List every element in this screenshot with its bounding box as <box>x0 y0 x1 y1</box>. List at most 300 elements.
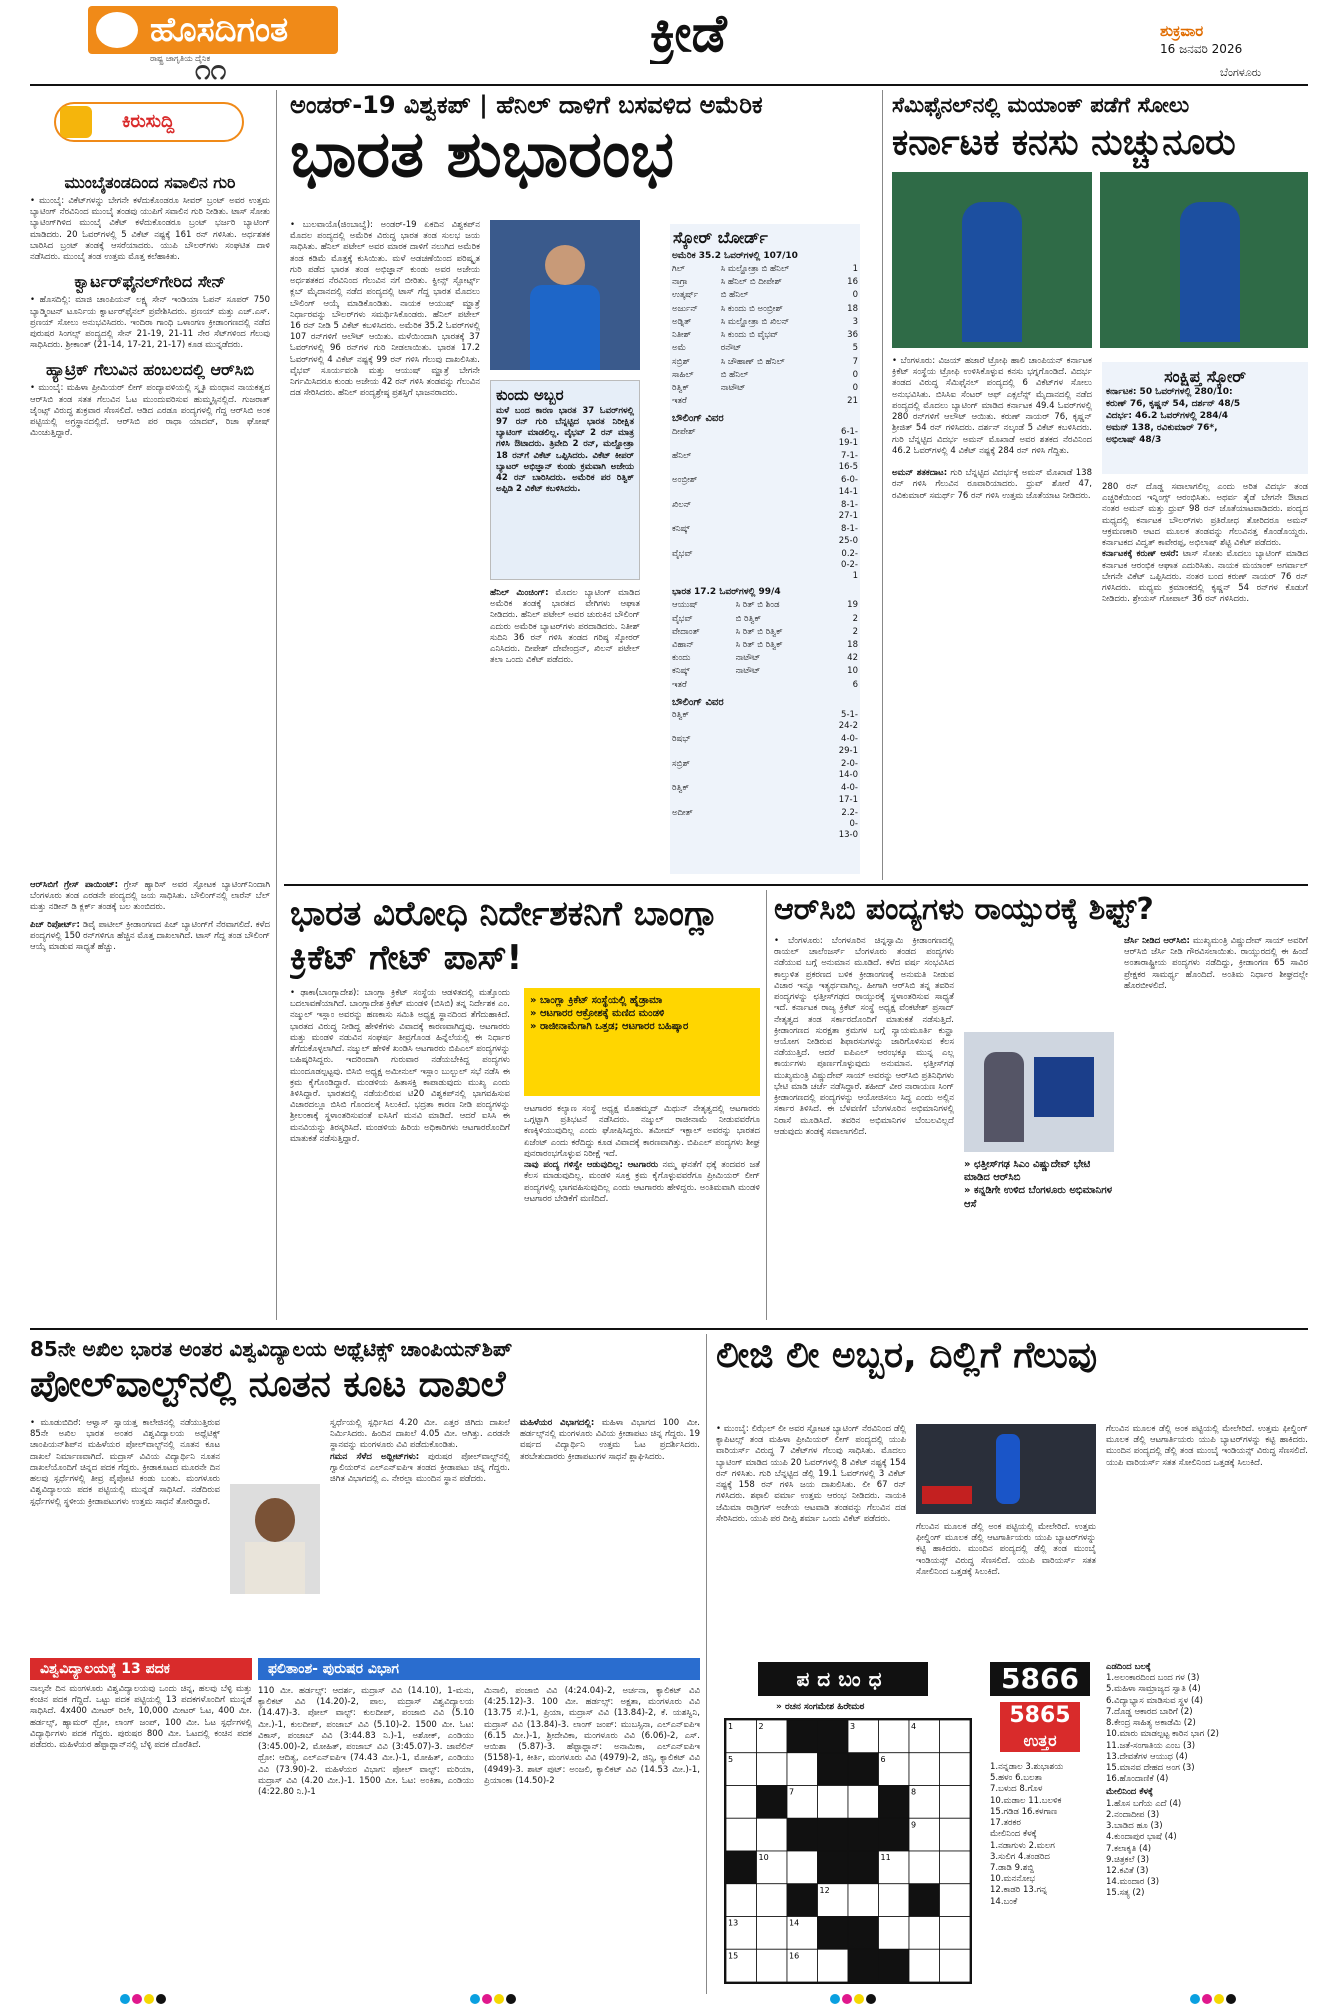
ind-batting-table <box>670 599 860 692</box>
score-cell: 2-0-14-0 <box>838 758 858 781</box>
score-cell: ಬಿ ರಿತ್ವಿಕ್ <box>735 613 762 624</box>
day: ಶುಕ್ರವಾರ <box>1160 22 1204 40</box>
score-cell: 36 <box>847 330 858 341</box>
answer-line: 5.ಹಳಂ 6.ಬಲತಾ <box>990 1773 1042 1784</box>
score-cell: ಖಿಲನ್ <box>672 499 692 510</box>
grid-number: 1 <box>728 1722 734 1731</box>
bangla-highlights <box>524 988 760 1096</box>
score-row <box>670 758 860 782</box>
sidebar-title-1: ಮುಂಬೈತಂಡದಿಂದ ಸವಾಲಿನ ಗುರಿ <box>64 173 236 192</box>
masthead <box>0 0 1338 84</box>
results-col1: 110 ಮೀ. ಹರ್ಡಲ್ಸ್: ಆದರ್ಶ, ಮದ್ರಾಸ್ ವಿವಿ (14.10), 1-ಮನು, ಕ್ಯಾಲಿಕಟ್ ವಿವಿ (14.20)-2, ಪಾಲ, ಮದ್ರಾಸ್ ವಿಶ್ವವಿದ್ಯಾಲಯ (14.47)-3. ಪೋಲ್ ವಾಲ್ಟ್: ಕುಲದೀಪ್, ಪಂಜಾಬಿ ವಿವಿ (5.10 ಮೀ.)-1, ಕುಲದೀಪ್, ಪಂಜಾಬ್ ವಿವಿ (5.10)-2. 1500 ಮೀ. ಓಟ: ವಿಕಾಸ್, ಪಂಜಾಬ್ ವಿವಿ (3:44.83 ನಿ.)-1, ಅಶೋಕ್, ಎಂಡಿಯು (3:45.00)-2, ಮೋಹಿತ್, ಪಂಜಾಬ್ ವಿವಿ (3:45.07)-3. ಜಾವೆಲಿನ್ ಥ್ರೋ: ಆದಿತ್ಯ, ಎಲ್‌ಎನ್‌ಐಪಿಇ (74.43 ಮೀ.)-1, ಮೋಹಿತ್, ಎಂಡಿಯು ವಿವಿ (73.90)-2. ಮಹಿಳೆಯರ ವಿಭಾಗ: ಪೋಲ್ ವಾಲ್ಟ್: ಮರಿಯಾ, ಮದ್ರಾಸ್ ವಿವಿ (4.20 ಮೀ.)-1. 1500 ಮೀ. ಓಟ: ಅಂಕಿತಾ, ಎಂಡಿಯು (4:22.80 ನಿ.)-1 <box>258 1686 474 1797</box>
delhi-headline: ಲೀಜಿ ಲೀ ಅಬ್ಬರ, ದಿಲ್ಲಿಗೆ ಗೆಲುವು <box>716 1335 1098 1376</box>
score-cell <box>734 679 836 692</box>
crossword-cell <box>848 1786 879 1819</box>
score-row <box>670 342 860 355</box>
crossword-cell <box>940 1949 971 1982</box>
highlight-2: » ಆಟಗಾರರ ಆಕ್ರೋಶಕ್ಕೆ ಮಣಿದ ಮಂಡಳಿ <box>530 1008 665 1020</box>
crossword-cell <box>909 1753 940 1786</box>
grid-number: 2 <box>758 1722 764 1731</box>
ktk-scorebox <box>1102 362 1308 474</box>
crossword-credit: » ರಚನ ಸಂಗಮೇಶ ಹಿರೇಮಠ <box>776 1702 865 1712</box>
delhi-body-3: ಗೆಲುವಿನ ಮೂಲಕ ಡೆಲ್ಲಿ ಅಂಕ ಪಟ್ಟಿಯಲ್ಲಿ ಮೇಲೇರಿದೆ. ಉತ್ತಮ ಫೀಲ್ಡಿಂಗ್ ಮೂಲಕ ಡೆಲ್ಲಿ ಆಟಗಾರ್ತಿಯರು ಯುಪಿ ಬ್ಯಾಟರ್‌ಗಳನ್ನು ಕಟ್ಟಿ ಹಾಕಿದರು. ಮುಂದಿನ ಪಂದ್ಯದಲ್ಲಿ ಡೆಲ್ಲಿ ತಂಡ ಮುಂಬೈ ಇಂಡಿಯನ್ಸ್ ವಿರುದ್ಧ ಸೆಣಸಲಿದೆ. ಯುಪಿ ವಾರಿಯರ್ಸ್ ಸತತ ಸೋಲಿನಿಂದ ಒತ್ತಡಕ್ಕೆ ಸಿಲುಕಿದೆ. <box>1106 1424 1308 1468</box>
column-divider-4 <box>706 1334 707 1994</box>
crossword-cell <box>757 1786 788 1819</box>
sidebar-continued <box>30 880 270 1240</box>
crossword-cell <box>909 1884 940 1917</box>
score-cell: 8-1-27-1 <box>838 499 858 522</box>
score-cell: ರಿಷಭ್ <box>672 734 691 745</box>
score-cell: ರಿತ್ವಿಕ್ <box>672 382 690 393</box>
crossword-cell <box>909 1917 940 1950</box>
score-cell: ಸಬ್ರಿಶ್ <box>672 758 691 769</box>
across-clue: 6.ವಿದ್ಯಾಭ್ಯಾಸ ಮಾಡಿಸುವ ಸ್ಥಳ (4) <box>1106 1695 1203 1706</box>
down-clue: 12.ಕವಿತೆ (3) <box>1106 1865 1149 1876</box>
athlete-photo <box>230 1484 320 1594</box>
score-row <box>670 289 860 302</box>
score-cell: 4-0-17-1 <box>838 783 858 805</box>
info-box-title: ಕುಂದು ಅಬ್ಬರ <box>496 386 564 404</box>
ktk-sub-title: ಅಮನ್ ಶತಕದಾಟ: <box>892 468 948 479</box>
answer-line: 1.ನಡಾಗುಳು 2.ಮಲಗ <box>990 1840 1055 1851</box>
score-cell: 1 <box>852 263 858 274</box>
score-cell: 5-1-24-2 <box>838 710 858 732</box>
sidebar-text-3: • ಮುಂಬೈ: ಮಹಿಳಾ ಪ್ರೀಮಿಯರ್ ಲೀಗ್ ಪಂದ್ಯಾವಳಿಯಲ್ಲಿ ಸ್ಮೃತಿ ಮಂಧಾನ ನಾಯಕತ್ವದ ಆರ್‌ಸಿಬಿ ತಂಡ ಸತತ ಗೆಲುವಿನ ಓಟ ಮುಂದುವರಿಸುವ ಹುಮ್ಮಸ್ಸಿನಲ್ಲಿದೆ. ಗುಜರಾತ್ ಜೈಂಟ್ಸ್ ವಿರುದ್ಧ ಶುಕ್ರವಾರ ಸೆಣಸಲಿದೆ. ಆಡಿದ ಎರಡೂ ಪಂದ್ಯಗಳಲ್ಲಿ ಗೆದ್ದ ಆರ್‌ಸಿಬಿ ಅಂಕ ಪಟ್ಟಿಯಲ್ಲಿ ಅಗ್ರಸ್ಥಾನದಲ್ಲಿದೆ. ಆರ್‌ಸಿಬಿ ಪರ ರಾಧಾ ಯಾದವ್, ರಿಚಾ ಘೋಷ್ ಮಿಂಚುತ್ತಿದ್ದಾರೆ. <box>30 383 270 439</box>
crossword-cell <box>726 1851 757 1884</box>
score-row <box>670 499 860 523</box>
score-row <box>670 613 860 626</box>
delhi-story <box>716 1334 1308 1654</box>
column-divider-2 <box>882 90 883 880</box>
score-cell: ಸಿ ರಿತ್ ಬಿ ರಿತ್ವಿಕ್ <box>735 639 783 650</box>
score-cell: ನಾಗ್ರಾ <box>672 277 688 288</box>
score-cell: ಇತರೆ <box>672 679 687 690</box>
ktk-body2-text: 280 ರನ್ ದೊಡ್ಡ ಸವಾಲಾಗಲಿಲ್ಲ ಎಂದು ಅರಿತ ವಿದರ್ಭ ತಂಡ ಎಚ್ಚರಿಕೆಯಿಂದ ಇನ್ನಿಂಗ್ಸ್ ಆರಂಭಿಸಿತು. ಅಥರ್ವ ತೈಡೆ ಬೇಗನೇ ಔಟಾದ ನಂತರ ಅಮನ್ ಮತ್ತು ಧ್ರುವ್ 98 ರನ್ ಜೊತೆಯಾಟವಾಡಿದರು. ಪಂದ್ಯದ ಮಧ್ಯದಲ್ಲಿ ಕರ್ನಾಟಕ ಬೌಲರ್‌ಗಳು ಪ್ರತಿರೋಧ ತೋರಿದರೂ ಅಮನ್ ಆಕ್ರಮಣಕಾರಿ ಆಟದ ಮೂಲಕ ತಂಡವನ್ನು ಗೆಲುವಿನತ್ತ ಕೊಂಡೊಯ್ದರು. ಕರ್ನಾಟಕದ ವಿದ್ವತ್ ಕಾವೇರಪ್ಪ, ಅಭಿಲಾಷ್ ಶೆಟ್ಟಿ ವಿಕೆಟ್ ಪಡೆದರು. <box>1102 482 1308 549</box>
crossword-cell <box>787 1884 818 1917</box>
score-cell: ಸಿ ರಿತ್ ಬಿ ರಿತ್ವಿಕ್ <box>735 626 783 637</box>
rcb-body-2 <box>1124 936 1308 1316</box>
info-box <box>490 380 640 580</box>
answer-line: 3.ಸುಲಿಗ 4.ತಂಡರಿದ <box>990 1851 1050 1862</box>
crossword-cell <box>909 1949 940 1982</box>
score-row <box>670 329 860 342</box>
ind-total: ಭಾರತ 17.2 ಓವರ್‌ಗಳಲ್ಲಿ 99/4 <box>672 587 781 598</box>
bangla-body: • ಢಾಕಾ(ಬಾಂಗ್ಲಾದೇಶ): ಬಾಂಗ್ಲಾ ಕ್ರಿಕೆಟ್ ಸಂಸ್ಥೆಯ ಆಡಳಿತದಲ್ಲಿ ಮತ್ತೊಂದು ಬದಲಾವಣೆಯಾಗಿದೆ. ಬಾಂಗ್ಲಾದೇಶ ಕ್ರಿಕೆಟ್ ಮಂಡಳಿ (ಬಿಸಿಬಿ) ತನ್ನ ನಿರ್ದೇಶಕ ಎಂ. ನಜ್ಮುಲ್ ಇಸ್ಲಾಂ ಅವರನ್ನು ಹಣಕಾಸು ಸಮಿತಿ ಅಧ್ಯಕ್ಷ ಸ್ಥಾನದಿಂದ ತೆಗೆದುಹಾಕಿದೆ. ಭಾರತದ ವಿರುದ್ಧ ನೀಡಿದ್ದ ಹೇಳಿಕೆಗಳು ವಿವಾದಕ್ಕೆ ಕಾರಣವಾಗಿದ್ದವು. ಆಟಗಾರರು ಮತ್ತು ಮಂಡಳಿ ನಡುವಿನ ಸಂಘರ್ಷ ತೀವ್ರಗೊಂಡ ಹಿನ್ನೆಲೆಯಲ್ಲಿ ಈ ನಿರ್ಧಾರ ತೆಗೆದುಕೊಳ್ಳಲಾಗಿದೆ. ನಜ್ಮುಲ್ ಹೇಳಿಕೆ ಖಂಡಿಸಿ ಆಟಗಾರರು ಬಿಪಿಎಲ್ ಪಂದ್ಯಗಳನ್ನು ಬಹಿಷ್ಕರಿಸಿದ್ದರು. ಇದರಿಂದಾಗಿ ಗುರುವಾರ ನಡೆಯಬೇಕಿದ್ದ ಪಂದ್ಯಗಳು ಮುಂದೂಡಲ್ಪಟ್ಟವು. ಬಿಸಿಬಿ ಅಧ್ಯಕ್ಷ ಅಮೀನುಲ್ ಇಸ್ಲಾಂ ಬುಲ್ಬುಲ್ ಸಭೆ ನಡೆಸಿ ಈ ಕ್ರಮ ಕೈಗೊಂಡಿದ್ದಾರೆ. ಮಂಡಳಿಯ ಹಿತಾಸಕ್ತಿ ಕಾಪಾಡುವುದು ಮುಖ್ಯ ಎಂದು ತಿಳಿಸಿದ್ದಾರೆ. ಭಾರತದಲ್ಲಿ ನಡೆಯಲಿರುವ ಟಿ20 ವಿಶ್ವಕಪ್‌ನಲ್ಲಿ ಭಾಗವಹಿಸುವ ವಿಚಾರದಲ್ಲೂ ಬಿಸಿಬಿ ಗೊಂದಲಕ್ಕೆ ಸಿಲುಕಿದೆ. ಭದ್ರತಾ ಕಾರಣ ನೀಡಿ ಪಂದ್ಯಗಳನ್ನು ಶ್ರೀಲಂಕಾಕ್ಕೆ ಸ್ಥಳಾಂತರಿಸುವಂತೆ ಐಸಿಸಿಗೆ ಮನವಿ ಮಾಡಿದೆ. ಆದರೆ ಐಸಿಸಿ ಈ ಮನವಿಯನ್ನು ತಿರಸ್ಕರಿಸಿದೆ. ಮಂಡಳಿಯ ಹಿರಿಯ ಅಧಿಕಾರಿಗಳು ಆಟಗಾರರೊಂದಿಗೆ ಮಾತುಕತೆ ನಡೆಸುತ್ತಿದ್ದಾರೆ. <box>290 988 510 1144</box>
crossword-cell <box>848 1753 879 1786</box>
crossword-cell <box>940 1720 971 1753</box>
down-clue: 1.ಹೊಸ ಬಗೆಯ ಎದೆ (4) <box>1106 1798 1182 1809</box>
crossword-cell <box>818 1917 849 1950</box>
score-cell: 16 <box>847 277 858 288</box>
sidebar-text-2: • ಹೊಸದಿಲ್ಲಿ: ಮಾಜಿ ಚಾಂಪಿಯನ್ ಲಕ್ಷ್ಯ ಸೇನ್ ಇಂಡಿಯಾ ಓಪನ್ ಸೂಪರ್ 750 ಬ್ಯಾಡ್ಮಿಂಟನ್ ಟೂರ್ನಿಯ ಕ್ವಾರ್ಟರ್‌ಫೈನಲ್ ಪ್ರವೇಶಿಸಿದರು. ಪ್ರಣಯ್ ಮತ್ತು ಎಚ್.ಎಸ್. ಪ್ರಣಯ್ ಸೋಲು ಅನುಭವಿಸಿದರು. ಇಂದಿರಾ ಗಾಂಧಿ ಒಳಾಂಗಣ ಕ್ರೀಡಾಂಗಣದಲ್ಲಿ ನಡೆದ ಪುರುಷರ ಸಿಂಗಲ್ಸ್ ಪಂದ್ಯದಲ್ಲಿ ಸೇನ್ 21-19, 21-11 ನೇರ ಸೆಟ್‌ಗಳಿಂದ ಗೆಲುವು ಸಾಧಿಸಿದರು. ಶ್ರೀಕಾಂತ್ (21-14, 17-21, 21-17) ಕೂಡ ಮುನ್ನಡೆದರು. <box>30 295 270 351</box>
grid-number: 12 <box>819 1885 830 1895</box>
batter-photo-2 <box>1100 172 1308 348</box>
medals-body: ನಾಲ್ಕನೇ ದಿನ ಮಂಗಳೂರು ವಿಶ್ವವಿದ್ಯಾಲಯವು ಒಂದು ಚಿನ್ನ, ಹಲವು ಬೆಳ್ಳಿ ಮತ್ತು ಕಂಚಿನ ಪದಕ ಗೆದ್ದಿದೆ. ಒಟ್ಟು ಪದಕ ಪಟ್ಟಿಯಲ್ಲಿ 13 ಪದಕಗಳೊಂದಿಗೆ ಮುನ್ನಡೆ ಸಾಧಿಸಿದೆ. 4x400 ಮೀಟರ್ ರಿಲೇ, 10,000 ಮೀಟರ್ ಓಟ, 400 ಮೀ. ಹರ್ಡಲ್ಸ್, ಹ್ಯಾಮರ್ ಥ್ರೋ, ಲಾಂಗ್ ಜಂಪ್, 100 ಮೀ. ಓಟ ಸ್ಪರ್ಧೆಗಳಲ್ಲಿ ವಿದ್ಯಾರ್ಥಿಗಳು ಪದಕ ಗೆದ್ದರು. ಪುರುಷರ 800 ಮೀ. ಓಟದಲ್ಲಿ ಕಂಚಿನ ಪದಕ ಪಡೆದರು. ಮಹಿಳೆಯರ ಹೆಪ್ಟಾಥ್ಲಾನ್‌ನಲ್ಲಿ ಬೆಳ್ಳಿ ಪದಕ ದೊರೆತಿದೆ. <box>30 1684 252 1751</box>
ind-bowling-table <box>670 426 860 584</box>
score-cell: ಗಿಲ್ <box>672 263 685 274</box>
results-title: ಫಲಿತಾಂಶ- ಪುರುಷರ ವಿಭಾಗ <box>258 1658 700 1680</box>
score-row <box>670 382 860 395</box>
score-row <box>670 665 860 678</box>
score-cell: ಸಿ ಹೆನಿಲ್ ಬಿ ದೀಪೇಶ್ <box>720 277 782 288</box>
grid-number: 5 <box>728 1754 734 1764</box>
score-cell: ಇತರೆ <box>672 396 687 407</box>
crossword-cell <box>818 1949 849 1982</box>
score-row <box>670 639 860 652</box>
rcb-headline: ಆರ್‌ಸಿಬಿ ಪಂದ್ಯಗಳು ರಾಯ್ಪುರಕ್ಕೆ ಶಿಫ್ಟ್? <box>774 892 1154 927</box>
score-cell: 8-1-25-0 <box>838 524 858 546</box>
ktk-sub-text: ಗುರಿ ಬೆನ್ನಟ್ಟಿದ ವಿದರ್ಭಕ್ಕೆ ಅಮನ್ ಮೊಖಾಡೆ 138 ರನ್ ಗಳಿಸಿ ಗೆಲುವಿನ ರೂವಾರಿಯಾದರು. ಧ್ರುವ್ ಶೋರೆ 47, ರವಿಕುಮಾರ್ ಸಮರ್ಥ್ 76 ರನ್ ಗಳಿಸಿ ಉತ್ತಮ ಜೊತೆಯಾಟ ನೀಡಿದರು. <box>892 468 1092 501</box>
score-row <box>670 316 860 329</box>
crossword-cell <box>879 1884 910 1917</box>
answer-line: ಮೇಲಿನಿಂದ ಕೆಳಕ್ಕೆ <box>990 1829 1037 1840</box>
crossword-cell <box>757 1884 788 1917</box>
delhi-body: • ಮುಂಬೈ: ಲಿಝೆಲ್ ಲೀ ಅವರ ಸ್ಫೋಟಕ ಬ್ಯಾಟಿಂಗ್ ನೆರವಿನಿಂದ ಡೆಲ್ಲಿ ಕ್ಯಾಪಿಟಲ್ಸ್ ತಂಡ ಮಹಿಳಾ ಪ್ರೀಮಿಯರ್ ಲೀಗ್ ಪಂದ್ಯದಲ್ಲಿ ಯುಪಿ ವಾರಿಯರ್ಸ್ ವಿರುದ್ಧ 7 ವಿಕೆಟ್‌ಗಳ ಗೆಲುವು ಸಾಧಿಸಿತು. ಮೊದಲು ಬ್ಯಾಟಿಂಗ್ ಮಾಡಿದ ಯುಪಿ 20 ಓವರ್‌ಗಳಲ್ಲಿ 8 ವಿಕೆಟ್ ನಷ್ಟಕ್ಕೆ 154 ರನ್ ಗಳಿಸಿತು. ಗುರಿ ಬೆನ್ನಟ್ಟಿದ ಡೆಲ್ಲಿ 19.1 ಓವರ್‌ಗಳಲ್ಲಿ 3 ವಿಕೆಟ್ ನಷ್ಟಕ್ಕೆ 158 ರನ್ ಗಳಿಸಿ ಜಯ ದಾಖಲಿಸಿತು. ಲೀ 67 ರನ್ ಗಳಿಸಿದರು. ಶಫಾಲಿ ವರ್ಮಾ ಉತ್ತಮ ಆರಂಭ ನೀಡಿದರು. ನಾಯಕಿ ಜೆಮಿಮಾ ರಾಡ್ರಿಗಸ್ ಅಜೇಯ ಆಟವಾಡಿ ತಂಡವನ್ನು ಗೆಲುವಿನ ದಡ ಸೇರಿಸಿದರು. ಯುಪಿ ಪರ ದೀಪ್ತಿ ಶರ್ಮಾ ಒಂದು ವಿಕೆಟ್ ಪಡೆದರು. <box>716 1424 906 1524</box>
crossword-cell <box>818 1818 849 1851</box>
crossword-cell <box>757 1818 788 1851</box>
highlight-1: » ಬಾಂಗ್ಲಾ ಕ್ರಿಕೆಟ್ ಸಂಸ್ಥೆಯಲ್ಲಿ ಹೈಡ್ರಾಮಾ <box>530 995 663 1006</box>
score-row <box>670 626 860 639</box>
answer-line: 1.ನನ್ನಡಾಲ 3.ಶುಭಾಶಯ <box>990 1762 1064 1772</box>
lead-body: • ಬುಲವಾಯೊ(ಜಿಂಬಾಬ್ವೆ): ಅಂಡರ್-19 ಏಕದಿನ ವಿಶ್ವಕಪ್‌ನ ಮೊದಲ ಪಂದ್ಯದಲ್ಲಿ ಅಮೆರಿಕ ವಿರುದ್ಧ ಭಾರತ ತಂಡ ಸುಲಭ ಜಯ ಸಾಧಿಸಿತು. ಹೆನಿಲ್ ಪಟೇಲ್ ಅವರ ಮಾರಕ ದಾಳಿಗೆ ನಲುಗಿದ ಅಮೆರಿಕ ತಂಡ ಕಡಿಮೆ ಮೊತ್ತಕ್ಕೆ ಕುಸಿಯಿತು. ಮಳೆ ಅಡಚಣೆಯಿಂದ ಪರಿಷ್ಕೃತ ಗುರಿ ಪಡೆದ ಭಾರತ ತಂಡ ಅಭಿಜ್ಞಾನ್ ಕುಂಡು ಅವರ ಅಜೇಯ ಅರ್ಧಶತಕದ ನೆರವಿನಿಂದ ಗೆಲುವಿನ ನಗೆ ಬೀರಿತು. ಕ್ವೀನ್ಸ್ ಸ್ಪೋರ್ಟ್ಸ್ ಕ್ಲಬ್ ಮೈದಾನದಲ್ಲಿ ನಡೆದ ಪಂದ್ಯದಲ್ಲಿ ಟಾಸ್ ಗೆದ್ದ ಭಾರತ ಮೊದಲು ಬೌಲಿಂಗ್ ಆಯ್ಕೆ ಮಾಡಿಕೊಂಡಿತು. ನಾಯಕ ಆಯುಷ್ ಮ್ಹಾತ್ರೆ ನಿರ್ಧಾರವನ್ನು ಬೌಲರ್‌ಗಳು ಸಮರ್ಥಿಸಿಕೊಂಡರು. ಹೆನಿಲ್ ಪಟೇಲ್ 16 ರನ್ ನೀಡಿ 5 ವಿಕೆಟ್ ಕಬಳಿಸಿದರು. ಅಮೆರಿಕ 35.2 ಓವರ್‌ಗಳಲ್ಲಿ 107 ರನ್‌ಗಳಿಗೆ ಆಲೌಟ್ ಆಯಿತು. ಮಳೆಯಿಂದಾಗಿ ಭಾರತಕ್ಕೆ 37 ಓವರ್‌ಗಳಲ್ಲಿ 96 ರನ್‌ಗಳ ಗುರಿ ನೀಡಲಾಯಿತು. ಭಾರತ 17.2 ಓವರ್‌ಗಳಲ್ಲಿ 4 ವಿಕೆಟ್ ನಷ್ಟಕ್ಕೆ 99 ರನ್ ಗಳಿಸಿ ಗೆಲುವು ದಾಖಲಿಸಿತು. ವೈಭವ್ ಸೂರ್ಯವಂಶಿ ಮತ್ತು ಆಯುಷ್ ಮ್ಹಾತ್ರೆ ಬೇಗನೇ ನಿರ್ಗಮಿಸಿದರೂ ಕುಂಡು ಅಜೇಯ 42 ರನ್ ಗಳಿಸಿ ತಂಡವನ್ನು ಗೆಲುವಿನ ದಡ ಸೇರಿಸಿದರು. ಹೆನಿಲ್ ಪಂದ್ಯಶ್ರೇಷ್ಠ ಪ್ರಶಸ್ತಿಗೆ ಭಾಜನರಾದರು. <box>290 220 480 399</box>
sidebar-text-1: • ಮುಂಬೈ: ವಿಕೆಟ್‌ಗಳನ್ನು ಬೇಗನೇ ಕಳೆದುಕೊಂಡರೂ ಸೀವರ್ ಬ್ರಂಟ್ ಅವರ ಉತ್ತಮ ಬ್ಯಾಟಿಂಗ್ ನೆರವಿನಿಂದ ಮುಂಬೈ ತಂಡವು ಯುಪಿಗೆ ಸವಾಲಿನ ಗುರಿ ನೀಡಿತು. ಟಾಸ್ ಸೋತು ಬ್ಯಾಟಿಂಗ್‌ಗಿಳಿದ ಮುಂಬೈ ವಿಕೆಟ್ ಕಳೆದುಕೊಂಡರೂ ಬ್ರಂಟ್ ಭರ್ಜರಿ ಬ್ಯಾಟಿಂಗ್ ಮಾಡಿದರು. 20 ಓವರ್‌ಗಳಲ್ಲಿ 5 ವಿಕೆಟ್ ನಷ್ಟಕ್ಕೆ 161 ರನ್ ಗಳಿಸಿತು. ಅರ್ಧಶತಕ ಬಾರಿಸಿದ ಬ್ರಂಟ್ ತಂಡಕ್ಕೆ ಆಸರೆಯಾದರು. ಯುಪಿ ಬೌಲರ್‌ಗಳು ಸಂಘಟಿತ ದಾಳಿ ನಡೆಸಿದರು. ಮುಂಬೈ ತಂಡ ಉತ್ತಮ ಮೊತ್ತ ಕಲೆಹಾಕಿತು. <box>30 196 270 263</box>
across-clue: 15.ಮಾನವ ದೇಹದ ಅಂಗ (3) <box>1106 1762 1195 1773</box>
ktk-headline: ಕರ್ನಾಟಕ ಕನಸು ನುಚ್ಚುನೂರು <box>892 122 1236 163</box>
crossword-cell <box>909 1851 940 1884</box>
score-cell: 6 <box>852 679 858 690</box>
crossword-cell <box>848 1884 879 1917</box>
ktk-body-2 <box>1102 482 1308 876</box>
crossword-cell <box>818 1851 849 1884</box>
score-row <box>670 395 860 408</box>
logo-emblem-icon <box>96 12 138 48</box>
score-row <box>670 599 860 612</box>
grid-number: 14 <box>789 1918 800 1928</box>
score-cell: ವೇದಾಂತ್ <box>672 626 700 637</box>
answer-line: 12.ಕಾಡರಿ 13.ಗನ್ನ <box>990 1885 1047 1896</box>
date: 16 ಜನವರಿ 2026 <box>1160 41 1243 56</box>
score-cell: ಅಡ್ನಿತ್ <box>672 316 692 327</box>
crossword-cell <box>757 1917 788 1950</box>
score-cell: 7-1-16-5 <box>838 451 858 473</box>
highlight-3: » ರಾಜೀನಾಮೆಗಾಗಿ ಒತ್ತಡ; ಆಟಗಾರರ ಬಹಿಷ್ಕಾರ <box>530 1021 689 1033</box>
score-cell: 18 <box>847 639 858 650</box>
crossword-svg <box>726 1720 970 1982</box>
usa-batting-table <box>670 263 860 408</box>
crossword-cell <box>879 1720 910 1753</box>
page-number: ೧೧ <box>195 53 227 84</box>
down-clue: 7.ಕಲಾಕೃತಿ (4) <box>1106 1843 1152 1854</box>
pv-col2 <box>330 1418 510 1648</box>
results-box <box>258 1658 700 1988</box>
down-clue: 2.ನಂದಾದೀಪ (3) <box>1106 1809 1160 1820</box>
print-marks-3 <box>830 1994 890 2006</box>
polevault-story <box>30 1334 700 1654</box>
crossword-cell <box>848 1818 879 1851</box>
score-cell: ಅದೀತ್ <box>672 807 693 818</box>
usa-total: ಅಮೆರಿಕ 35.2 ಓವರ್‌ಗಳಲ್ಲಿ 107/10 <box>672 251 798 262</box>
score-cell: 6-1-19-1 <box>838 426 858 448</box>
usa-bowling-table <box>670 709 860 842</box>
caption-2: » ಕನ್ನಡಿಗೇ ಉಳಿದ ಬೆಂಗಳೂರು ಅಭಿಮಾನಿಗಳ ಆಸೆ <box>964 1185 1113 1210</box>
answer-number: 5865 <box>1000 1702 1080 1730</box>
score-cell: ವೈಭವ್ <box>672 548 693 559</box>
lead-headline: ಭಾರತ ಶುಭಾರಂಭ <box>290 118 675 192</box>
batter-photo-1 <box>892 172 1092 348</box>
grid-number: 7 <box>789 1787 795 1797</box>
results-col2: ಮಿನಾಲಿ, ಪಂಜಾಬಿ ವಿವಿ (4:24.04)-2, ಅರ್ಚನಾ, ಕ್ಯಾಲಿಕಟ್ ವಿವಿ (4:25.12)-3. 100 ಮೀ. ಹರ್ಡಲ್ಸ್: ಅಕ್ಷತಾ, ಮಂಗಳೂರು ವಿವಿ (13.75 ಸೆ.)-1, ಪ್ರಿಯಾ, ಮದ್ರಾಸ್ ವಿವಿ (13.84)-2, ಕೆ. ಯಶಸ್ವಿನಿ, ಮದ್ರಾಸ್ ವಿವಿ (13.84)-3. ಲಾಂಗ್ ಜಂಪ್: ಮುಬಸ್ಸಿನಾ, ಎಲ್‌ಎನ್‌ಐಪಿಇ (6.15 ಮೀ.)-1, ಶ್ರೀದೇವಿಕಾ, ಮಂಗಳೂರು ವಿವಿ (6.06)-2, ಎಸ್. ಆಯಿಶಾ (5.87)-3. ಹೆಪ್ಟಾಥ್ಲಾನ್: ಅನಾಮಿಕಾ, ಎಲ್‌ಎನ್‌ಐಪಿಇ (5158)-1, ಕೀರ್ತಿ, ಮಂಗಳೂರು ವಿವಿ (4979)-2, ಜಿನ್ಸಿ, ಕ್ಯಾಲಿಕಟ್ ವಿವಿ (4949)-3. ಶಾಟ್ ಪುಟ್: ಅಂಜಲಿ, ಕ್ಯಾಲಿಕಟ್ ವಿವಿ (14.53 ಮೀ.)-1, ಪ್ರಿಯಾಂಕಾ (14.50)-2 <box>484 1686 700 1786</box>
crossword-cell <box>940 1851 971 1884</box>
crossword-cell <box>940 1884 971 1917</box>
medals-title: ವಿಶ್ವವಿದ್ಯಾಲಯಕ್ಕೆ 13 ಪದಕ <box>30 1658 252 1680</box>
across-clue: 10.ಮಾರು ಮಾಡಲ್ಪಟ್ಟ ಕಾರಿನ ಭಾಗ (2) <box>1106 1729 1219 1740</box>
pv-col2-title: ಗಮನ ಸೆಳೆದ ಅಥ್ಲೀಟ್‌ಗಳು: <box>330 1451 420 1462</box>
pv-headline: ಪೋಲ್‌ವಾಲ್ಟ್‌ನಲ್ಲಿ ನೂತನ ಕೂಟ ದಾಖಲೆ <box>30 1364 506 1405</box>
sidebar-text-5: ಡಿವೈ ಪಾಟೀಲ್ ಕ್ರೀಡಾಂಗಣದ ಪಿಚ್ ಬ್ಯಾಟಿಂಗ್‌ಗೆ ನೆರವಾಗಲಿದೆ. ಕಳೆದ ಪಂದ್ಯಗಳಲ್ಲಿ 150 ರನ್‌ಗಳಿಗೂ ಹೆಚ್ಚಿನ ಮೊತ್ತ ದಾಖಲಾಗಿದೆ. ಟಾಸ್ ಗೆದ್ದ ತಂಡ ಬೌಲಿಂಗ್ ಆಯ್ಕೆ ಮಾಡುವ ಸಾಧ್ಯತೆ ಹೆಚ್ಚು. <box>30 919 270 953</box>
crossword-cell <box>818 1753 849 1786</box>
score-cell: 0 <box>852 382 858 393</box>
bangla-body2-text: ಆಟಗಾರರ ಕಲ್ಯಾಣ ಸಂಸ್ಥೆ ಅಧ್ಯಕ್ಷ ಮೊಹಮ್ಮದ್ ಮಿಥುನ್ ನೇತೃತ್ವದಲ್ಲಿ ಆಟಗಾರರು ಒಗ್ಗಟ್ಟಾಗಿ ಪ್ರತಿಭಟನೆ ನಡೆಸಿದರು. ನಜ್ಮುಲ್ ರಾಜೀನಾಮೆ ನೀಡುವವರೆಗೂ ಕಣಕ್ಕಿಳಿಯುವುದಿಲ್ಲ ಎಂದು ಘೋಷಿಸಿದ್ದರು. ತಮೀಮ್ ಇಕ್ಬಾಲ್ ಅವರನ್ನು ಭಾರತದ ಏಜೆಂಟ್ ಎಂದು ಕರೆದಿದ್ದು ಕೂಡ ವಿವಾದಕ್ಕೆ ಕಾರಣವಾಗಿತ್ತು. ಬಿಪಿಎಲ್ ಪಂದ್ಯಗಳು ಶೀಘ್ರ ಪುನರಾರಂಭಗೊಳ್ಳುವ ನಿರೀಕ್ಷೆ ಇದೆ. <box>524 1104 760 1159</box>
crossword-cell <box>848 1949 879 1982</box>
ktk-kicker: ಸೆಮಿಫೈನಲ್‌ನಲ್ಲಿ ಮಯಾಂಕ್ ಪಡೆಗೆ ಸೋಲು <box>892 93 1190 117</box>
score-cell: ಸಾಹಿಲ್ <box>672 369 694 380</box>
crossword-cell <box>757 1753 788 1786</box>
ktk-body <box>892 356 1092 876</box>
score-cell: 2.2-0-13-0 <box>838 807 858 841</box>
ktk-score-1: ಕರ್ನಾಟಕ: 50 ಓವರ್‌ಗಳಲ್ಲಿ 280/10: <box>1106 387 1233 398</box>
score-cell: 18 <box>847 303 858 314</box>
crossword-cell <box>787 1720 818 1753</box>
score-row <box>670 356 860 369</box>
rcb-sub-text: ಮುಖ್ಯಮಂತ್ರಿ ವಿಷ್ಣುದೇವ್ ಸಾಯ್ ಅವರಿಗೆ ಆರ್‌ಸಿಬಿ ಜೆರ್ಸಿ ನೀಡಿ ಗೌರವಿಸಲಾಯಿತು. ರಾಯ್ಪುರದಲ್ಲಿ ಈ ಹಿಂದೆ ಅಂತಾರಾಷ್ಟ್ರೀಯ ಪಂದ್ಯಗಳು ನಡೆದಿದ್ದು, ಕ್ರೀಡಾಂಗಣ 65 ಸಾವಿರ ಪ್ರೇಕ್ಷಕರ ಸಾಮರ್ಥ್ಯ ಹೊಂದಿದೆ. ಅಂತಿಮ ನಿರ್ಧಾರ ಶೀಘ್ರದಲ್ಲೇ ಹೊರಬೀಳಲಿದೆ. <box>1124 936 1308 991</box>
sidebar-title-5: ಪಿಚ್ ರಿಪೋರ್ಟ್: <box>30 919 80 930</box>
across-clues <box>1106 1673 1308 1785</box>
grid-number: 8 <box>911 1787 917 1797</box>
crossword-cell <box>848 1851 879 1884</box>
print-marks-4 <box>1190 1994 1250 2006</box>
info-box-text: ಮಳೆ ಬಂದ ಕಾರಣ ಭಾರತ 37 ಓವರ್‌ಗಳಲ್ಲಿ 97 ರನ್ ಗುರಿ ಬೆನ್ನಟ್ಟಿದ ಭಾರತ ನಿರೀಕ್ಷಿತ ಬ್ಯಾಟಿಂಗ್ ಮಾಡಲಿಲ್ಲ. ವೈಭವ್ 2 ರನ್ ಮಾತ್ರ ಗಳಿಸಿ ಔಟಾದರು. ತ್ರಿವೇದಿ 2 ರನ್, ಮಲ್ಹೋತ್ರಾ 18 ರನ್‌ಗೆ ವಿಕೆಟ್ ಒಪ್ಪಿಸಿದರು. ವಿಕೆಟ್ ಕೀಪರ್ ಬ್ಯಾಟರ್ ಅಭಿಜ್ಞಾನ್ ಕುಂಡು ಕ್ರಮವಾಗಿ ಅಜೇಯ 42 ರನ್ ಬಾರಿಸಿದರು. ಅಮೆರಿಕ ಪರ ರಿತ್ವಿಕ್ ಅಪ್ಪಿಡಿ 2 ವಿಕೆಟ್ ಕಬಳಿಸಿದರು. <box>496 405 634 495</box>
ktk-sub2-title: ಕರ್ನಾಟಕಕ್ಕೆ ಕರುಣ್ ಆಸರೆ: <box>1102 549 1179 560</box>
down-clues <box>1106 1799 1308 1900</box>
score-cell: ಕನಿಷ್ಕ್ <box>672 524 690 535</box>
print-marks-2 <box>470 1994 530 2006</box>
answer-line: 7.ಡಾಡಿ 9.ಶಬ್ದಿ <box>990 1862 1034 1873</box>
crossword-cell <box>879 1917 910 1950</box>
score-cell: 5 <box>852 343 858 354</box>
rcb-story <box>774 892 1308 1322</box>
rcb-caption <box>964 1158 1114 1228</box>
score-cell: ಸಿ ರಿತ್ ಬಿ ಶಿಂಡ <box>735 600 780 611</box>
score-cell: 2 <box>852 626 858 637</box>
bangla-sub-title: ನಾವು ಪಂದ್ಯ ಗಳಿಸ್ವೇ ಆಡುವುದಿಲ್ಲ: ಆಟಗಾರರು <box>524 1160 659 1171</box>
score-row <box>670 369 860 382</box>
down-clue: 4.ಕುಂದಾಪುರ ಭಾಷೆ (4) <box>1106 1832 1177 1843</box>
score-row <box>670 652 860 665</box>
down-title: ಮೇಲಿನಿಂದ ಕೆಳಕ್ಕೆ <box>1106 1787 1153 1798</box>
lead-story <box>290 90 870 880</box>
grid-number: 9 <box>911 1820 917 1830</box>
score-cell: ಸಿ ಕುಂದು ಬಿ ವೈಭವ್ <box>720 330 779 341</box>
score-cell: 2 <box>852 613 858 624</box>
crossword-cell <box>848 1917 879 1950</box>
sidebar-title-3: ಹ್ಯಾಟ್ರಿಕ್ ಗೆಲುವಿನ ಹಂಬಲದಲ್ಲಿ ಆರ್‌ಸಿಬಿ <box>46 360 254 380</box>
crossword-cell <box>757 1949 788 1982</box>
answer-line: 14.ಬಂಕೆ <box>990 1896 1018 1907</box>
crossword-cell <box>940 1786 971 1819</box>
date-block <box>1160 22 1280 58</box>
score-row <box>670 426 860 450</box>
across-clue: 16.ಹೊಂದಾಣಿಕೆ (4) <box>1106 1774 1169 1785</box>
score-cell: ಬಿ ಹೆನಿಲ್ <box>720 290 749 301</box>
score-cell: ಸಬ್ರಿಶ್ <box>672 356 691 367</box>
crossword-cell <box>940 1818 971 1851</box>
crossword-cell <box>726 1818 757 1851</box>
rcb-body-1: • ಬೆಂಗಳೂರು: ಬೆಂಗಳೂರಿನ ಚಿನ್ನಸ್ವಾಮಿ ಕ್ರೀಡಾಂಗಣದಲ್ಲಿ ರಾಯಲ್ ಚಾಲೆಂಜರ್ಸ್ ಬೆಂಗಳೂರು ತಂಡದ ಪಂದ್ಯಗಳು ನಡೆಯುವ ಬಗ್ಗೆ ಅನುಮಾನ ಮೂಡಿದೆ. ಕಳೆದ ವರ್ಷ ಸಂಭವಿಸಿದ ಕಾಲ್ತುಳಿತ ಪ್ರಕರಣದ ಬಳಿಕ ಕ್ರೀಡಾಂಗಣಕ್ಕೆ ಅನುಮತಿ ನೀಡುವ ವಿಚಾರ ಇನ್ನೂ ಇತ್ಯರ್ಥವಾಗಿಲ್ಲ. ಹೀಗಾಗಿ ಆರ್‌ಸಿಬಿ ತನ್ನ ತವರಿನ ಪಂದ್ಯಗಳನ್ನು ಛತ್ತೀಸ್‌ಗಢದ ರಾಯ್ಪುರಕ್ಕೆ ಸ್ಥಳಾಂತರಿಸುವ ಸಾಧ್ಯತೆ ಇದೆ. ಕರ್ನಾಟಕ ರಾಜ್ಯ ಕ್ರಿಕೆಟ್ ಸಂಸ್ಥೆ ಅಧ್ಯಕ್ಷ ವೆಂಕಟೇಶ್ ಪ್ರಸಾದ್ ನೇತೃತ್ವದ ತಂಡ ಸರ್ಕಾರದೊಂದಿಗೆ ಮಾತುಕತೆ ನಡೆಸುತ್ತಿದೆ. ಕ್ರೀಡಾಂಗಣದ ಸುರಕ್ಷತಾ ಕ್ರಮಗಳ ಬಗ್ಗೆ ನ್ಯಾಯಮೂರ್ತಿ ಕುನ್ಹಾ ಆಯೋಗ ನೀಡಿರುವ ಶಿಫಾರಸುಗಳನ್ನು ಜಾರಿಗೊಳಿಸುವ ಕೆಲಸ ನಡೆಯುತ್ತಿದೆ. ಆದರೆ ಐಪಿಎಲ್ ಆರಂಭಕ್ಕೂ ಮುನ್ನ ಎಲ್ಲ ಕಾರ್ಯಗಳು ಪೂರ್ಣಗೊಳ್ಳುವುದು ಅನುಮಾನ. ಛತ್ತೀಸ್‌ಗಢ ಮುಖ್ಯಮಂತ್ರಿ ವಿಷ್ಣುದೇವ್ ಸಾಯ್ ಅವರನ್ನು ಆರ್‌ಸಿಬಿ ಪ್ರತಿನಿಧಿಗಳು ಭೇಟಿ ಮಾಡಿ ಚರ್ಚೆ ನಡೆಸಿದ್ದಾರೆ. ಶಹೀದ್ ವೀರ ನಾರಾಯಣ ಸಿಂಗ್ ಕ್ರೀಡಾಂಗಣದಲ್ಲಿ ಪಂದ್ಯಗಳನ್ನು ಆಯೋಜಿಸಲು ಸಿದ್ಧ ಎಂದು ಅಲ್ಲಿನ ಸರ್ಕಾರ ತಿಳಿಸಿದೆ. ಈ ಬೆಳವಣಿಗೆ ಬೆಂಗಳೂರಿನ ಅಭಿಮಾನಿಗಳಲ್ಲಿ ನಿರಾಸೆ ಮೂಡಿಸಿದೆ. ತವರಿನ ಅಭಿಮಾನಿಗಳ ಬೆಂಬಲವಿಲ್ಲದೆ ಆಡುವುದು ತಂಡಕ್ಕೆ ಸವಾಲಾಗಲಿದೆ. <box>774 936 954 1137</box>
down-clue: 15.ಸತ್ಯ (2) <box>1106 1888 1145 1899</box>
scorecard-title: ಸ್ಕೋರ್ ಬೋರ್ಡ್ <box>673 228 768 247</box>
lead-kicker: ಅಂಡರ್-19 ವಿಶ್ವಕಪ್ | ಹೆನಿಲ್ ದಾಳಿಗೆ ಬಸವಳಿದ ಅಮೆರಿಕ <box>290 91 763 119</box>
score-cell: ನಾಟೌಟ್ <box>735 653 761 664</box>
clues <box>1106 1662 1308 1992</box>
answer-line: 10.ಮನನೋಭ <box>990 1874 1036 1885</box>
sidebar-text-4: ಗ್ರೇಸ್ ಹ್ಯಾರಿಸ್ ಅವರ ಸ್ಫೋಟಕ ಬ್ಯಾಟಿಂಗ್‌ನಿಂದಾಗಿ ಬೆಂಗಳೂರು ತಂಡ ಎರಡನೇ ಪಂದ್ಯದಲ್ಲಿ ಜಯ ಸಾಧಿಸಿತು. ಬೌಲಿಂಗ್‌ನಲ್ಲಿ ಲಾರೆನ್ ಬೆಲ್ ಮತ್ತು ನಡೀನ್ ಡಿ ಕ್ಲರ್ಕ್ ತಂಡಕ್ಕೆ ಬಲ ತುಂಬಿದರು. <box>30 880 270 913</box>
across-clue: 5.ಮಹಿಳಾ ಸಾಮ್ರಾಜ್ಯದ ಸ್ವಾತಿ (4) <box>1106 1684 1201 1695</box>
pv-col3 <box>520 1418 700 1648</box>
grid-number: 15 <box>728 1951 739 1961</box>
score-cell: ಕನಿಷ್ಕ್ <box>672 666 690 677</box>
score-row <box>670 523 860 547</box>
crossword <box>716 1658 1308 1998</box>
crossword-cell <box>818 1786 849 1819</box>
score-cell: ಅರ್ಜುನ್ <box>672 303 698 314</box>
score-cell: ಉತ್ಕರ್ಷ್ <box>672 290 699 301</box>
match-photo <box>916 1424 1096 1514</box>
delhi-body-2: ಗೆಲುವಿನ ಮೂಲಕ ಡೆಲ್ಲಿ ಅಂಕ ಪಟ್ಟಿಯಲ್ಲಿ ಮೇಲೇರಿದೆ. ಉತ್ತಮ ಫೀಲ್ಡಿಂಗ್ ಮೂಲಕ ಡೆಲ್ಲಿ ಆಟಗಾರ್ತಿಯರು ಯುಪಿ ಬ್ಯಾಟರ್‌ಗಳನ್ನು ಕಟ್ಟಿ ಹಾಕಿದರು. ಮುಂದಿನ ಪಂದ್ಯದಲ್ಲಿ ಡೆಲ್ಲಿ ತಂಡ ಮುಂಬೈ ಇಂಡಿಯನ್ಸ್ ವಿರುದ್ಧ ಸೆಣಸಲಿದೆ. ಯುಪಿ ವಾರಿಯರ್ಸ್ ಸತತ ಸೋಲಿನಿಂದ ಒತ್ತಡಕ್ಕೆ ಸಿಲುಕಿದೆ. <box>916 1522 1096 1577</box>
crossword-title: ಪದಬಂಧ <box>758 1662 928 1696</box>
answer-line: 10.ಮಡಾಲ 11.ಬಲಳಿಕ <box>990 1795 1062 1806</box>
score-row <box>670 733 860 757</box>
score-cell: ಸಿ ಮಲ್ಹೋತ್ರಾ ಬಿ ಖಿಲನ್ <box>720 316 790 327</box>
score-cell: ಅಂಬ್ರೀಶ್ <box>672 475 698 486</box>
answer-line: 7.ಬಳುದ 8.ಗೊಳ <box>990 1784 1043 1795</box>
crossword-cell <box>787 1753 818 1786</box>
score-row <box>670 548 860 584</box>
answers-list <box>990 1762 1100 1992</box>
score-cell: ಅಮೆ <box>672 343 687 354</box>
ktk-score-4: ಅಮನ್ 138, ರವಿಕುಮಾರ್ 76*, <box>1106 422 1218 433</box>
score-row <box>670 263 860 276</box>
score-cell: ಬಿ ಹೆನಿಲ್ <box>720 369 749 380</box>
score-cell: ಸಿ ಚೌಹಾಣ್ ಬಿ ಹೆನಿಲ್ <box>720 356 785 367</box>
tagline: ರಾಷ್ಟ್ರ ಜಾಗೃತಿಯ ದೈನಿಕ <box>150 54 211 63</box>
crossword-cell <box>726 1884 757 1917</box>
ktk-body-text: • ಬೆಂಗಳೂರು: ವಿಜಯ್ ಹಜಾರೆ ಟ್ರೋಫಿ ಹಾಲಿ ಚಾಂಪಿಯನ್ ಕರ್ನಾಟಕ ಕ್ರಿಕೆಟ್ ಸಂಸ್ಥೆಯ ಟ್ರೋಫಿ ಉಳಿಸಿಕೊಳ್ಳುವ ಕನಸು ಭಗ್ನಗೊಂಡಿದೆ. ವಿದರ್ಭ ತಂಡದ ವಿರುದ್ಧ ಸೆಮಿಫೈನಲ್ ಪಂದ್ಯದಲ್ಲಿ 6 ವಿಕೆಟ್‌ಗಳ ಸೋಲು ಅನುಭವಿಸಿತು. ಬಿಸಿಸಿಐ ಸೆಂಟರ್ ಆಫ್ ಎಕ್ಸಲೆನ್ಸ್ ಮೈದಾನದಲ್ಲಿ ನಡೆದ ಪಂದ್ಯದಲ್ಲಿ ಮೊದಲು ಬ್ಯಾಟಿಂಗ್ ಮಾಡಿದ ಕರ್ನಾಟಕ 49.4 ಓವರ್‌ಗಳಲ್ಲಿ 280 ರನ್‌ಗಳಿಗೆ ಆಲೌಟ್ ಆಯಿತು. ಕರುಣ್ ನಾಯರ್ 76, ಕೃಷ್ಣನ್ ಶ್ರೀಜಿತ್ 54 ರನ್ ಗಳಿಸಿದರು. ದರ್ಶನ್ ನಲ್ಕಂಡೆ 5 ವಿಕೆಟ್ ಕಬಳಿಸಿದರು. ಗುರಿ ಬೆನ್ನಟ್ಟಿದ ವಿದರ್ಭ ಅಮನ್ ಮೊಖಾಡೆ ಅವರ ಶತಕದ ನೆರವಿನಿಂದ 46.2 ಓವರ್‌ಗಳಲ್ಲಿ 4 ವಿಕೆಟ್ ನಷ್ಟಕ್ಕೆ 284 ರನ್ ಗಳಿಸಿ ಗೆದ್ದಿತು. <box>892 356 1092 456</box>
ktk-sub2-text: ಟಾಸ್ ಸೋತು ಮೊದಲು ಬ್ಯಾಟಿಂಗ್ ಮಾಡಿದ ಕರ್ನಾಟಕ ಆರಂಭಿಕ ಆಘಾತ ಎದುರಿಸಿತು. ನಾಯಕ ಮಯಾಂಕ್ ಅಗರ್ವಾಲ್ ಬೇಗನೇ ವಿಕೆಟ್ ಒಪ್ಪಿಸಿದರು. ನಂತರ ಬಂದ ಕರುಣ್ ನಾಯರ್ 76 ರನ್ ಗಳಿಸಿದರು. ಮಧ್ಯಮ ಕ್ರಮಾಂಕದಲ್ಲಿ ಕೃಷ್ಣನ್ 54 ರನ್‌ಗಳ ಕೊಡುಗೆ ನೀಡಿದರು. ಶ್ರೇಯಸ್ ಗೋಪಾಲ್ 36 ರನ್ ಗಳಿಸಿದರು. <box>1102 549 1308 605</box>
section-title: ಕ್ರೀಡೆ <box>650 4 727 64</box>
crossword-cell <box>940 1917 971 1950</box>
row-rule-1 <box>284 884 1308 886</box>
pv-col3-title: ಮಹಿಳೆಯರ ವಿಭಾಗದಲ್ಲಿ: <box>520 1418 595 1428</box>
city: ಬೆಂಗಳೂರು <box>1220 66 1262 79</box>
grid-number: 11 <box>880 1853 891 1862</box>
grid-number: 3 <box>850 1722 856 1731</box>
masthead-rule <box>30 84 1308 86</box>
crossword-cell <box>879 1786 910 1819</box>
score-cell: ಸಿ ಮಲ್ಹೋತ್ರಾ ಬಿ ಹೆನಿಲ್ <box>720 263 790 274</box>
rcb-sub-title: ಜೆರ್ಸಿ ನೀಡಿದ ಆರ್‌ಸಿಬಿ: <box>1124 936 1190 946</box>
score-cell: 19 <box>847 600 858 611</box>
lead-sub-title: ಹೆನಿಲ್ ಮಿಂಚಿಂಗ್: <box>490 588 549 598</box>
answer-line: 15.ಗಡಿಡ 16.ಕಳಗಾಣ <box>990 1806 1058 1817</box>
score-cell: ಕುಂದು <box>672 653 691 664</box>
row-rule-2 <box>30 1328 1308 1330</box>
crossword-cell <box>787 1818 818 1851</box>
score-cell: 7 <box>852 356 858 367</box>
score-cell: 0.2-0-2-1 <box>841 548 858 582</box>
grid-number: 10 <box>758 1853 769 1862</box>
medals-box <box>30 1658 252 1988</box>
across-clue: 1.ಅಲಂಕಾರದಿಂದ ಬಂದ ಗಳ (3) <box>1106 1673 1200 1684</box>
sidebar-title-2: ಕ್ವಾರ್ಟರ್‌ಫೈನಲ್‌ಗೇರಿದ ಸೇನ್ <box>74 272 226 292</box>
crossword-cell <box>818 1720 849 1753</box>
score-row <box>670 474 860 498</box>
caption-1: » ಛತ್ತೀಸ್‌ಗಢ ಸಿಎಂ ವಿಷ್ಣುದೇವ್ ಭೇಟಿ ಮಾಡಿದ ಆರ್‌ಸಿಬಿ <box>964 1159 1091 1184</box>
grid-number: 16 <box>789 1951 800 1961</box>
karnataka-story <box>892 90 1308 880</box>
across-title: ಎಡದಿಂದ ಬಲಕ್ಕೆ <box>1106 1662 1151 1672</box>
bangla-sub-text: ನಮ್ಮ ಘನತೆಗೆ ಧಕ್ಕೆ ತಂದವರ ಜತೆ ಕೆಲಸ ಮಾಡುವುದಿಲ್ಲ. ಮಂಡಳಿ ಸೂಕ್ತ ಕ್ರಮ ಕೈಗೊಳ್ಳುವವರೆಗೂ ಪ್ರೀಮಿಯರ್ ಲೀಗ್ ಪಂದ್ಯಗಳಲ್ಲಿ ಭಾಗವಹಿಸುವುದಿಲ್ಲ ಎಂದು ಆಟಗಾರರು ಹೇಳಿದ್ದರು. ಅಂತಿಮವಾಗಿ ಮಂಡಳಿ ಆಟಗಾರರ ಬೇಡಿಕೆಗೆ ಮಣಿದಿದೆ. <box>524 1160 760 1204</box>
grid-number: 13 <box>728 1918 739 1928</box>
grid-number: 6 <box>880 1754 886 1764</box>
across-clue: 8.ಕೇಂದ್ರ ಸಾಹಿತ್ಯ ಅಕಾಡೆಮಿ (2) <box>1106 1718 1196 1729</box>
puzzle-number: 5866 <box>990 1662 1090 1696</box>
ktk-score-title: ಸಂಕ್ಷಿಪ್ತ ಸ್ಕೋರ್ <box>1164 367 1246 386</box>
score-cell: ವೈಭವ್ <box>672 613 693 624</box>
score-cell: ನಾಟೌಟ್ <box>735 666 761 677</box>
score-cell: 0 <box>852 369 858 380</box>
logo: ಹೊಸದಿಗಂತ <box>88 6 338 54</box>
lead-sub-text: ಮೊದಲ ಬ್ಯಾಟಿಂಗ್ ಮಾಡಿದ ಅಮೆರಿಕ ತಂಡಕ್ಕೆ ಭಾರತದ ವೇಗಿಗಳು ಆಘಾತ ನೀಡಿದರು. ಹೆನಿಲ್ ಪಟೇಲ್ ಅವರ ಚುರುಕಿನ ಬೌಲಿಂಗ್ ಎದುರು ಅಮೆರಿಕ ಬ್ಯಾಟರ್‌ಗಳು ಪರದಾಡಿದರು. ನಿತೀಶ್ ಸುದಿನಿ 36 ರನ್ ಗಳಿಸಿ ತಂಡದ ಗರಿಷ್ಠ ಸ್ಕೋರರ್ ಎನಿಸಿದರು. ದೀಪೇಶ್ ದೇವೇಂದ್ರನ್, ಖಿಲನ್ ಪಟೇಲ್ ತಲಾ ಒಂದು ವಿಕೆಟ್ ಪಡೆದರು. <box>490 588 640 666</box>
score-cell: 3 <box>852 316 858 327</box>
ktk-score-5: ಅಭಿಲಾಷ್ 48/3 <box>1106 434 1162 445</box>
crossword-grid <box>724 1718 972 1984</box>
lead-sub <box>490 588 640 878</box>
bangla-headline: ಭಾರತ ವಿರೋಧಿ ನಿರ್ದೇಶಕನಿಗೆ ಬಾಂಗ್ಲಾ ಕ್ರಿಕೆಟ್ ಗೇಟ್ ಪಾಸ್! <box>290 894 719 978</box>
score-row <box>670 303 860 316</box>
sidebar-badge: ಕಿರುಸುದ್ದಿ <box>54 102 244 142</box>
crossword-cell <box>940 1753 971 1786</box>
score-row <box>670 807 860 843</box>
score-cell: ರಿತ್ವಿಕ್ <box>672 710 690 721</box>
pv-kicker: 85ನೇ ಅಖಿಲ ಭಾರತ ಅಂತರ ವಿಶ್ವವಿದ್ಯಾಲಯ ಅಥ್ಲೆಟಿಕ್ಸ್ ಚಾಂಪಿಯನ್‌ಶಿಪ್ <box>30 1337 513 1361</box>
sidebar <box>30 92 270 882</box>
score-row <box>670 709 860 733</box>
score-row <box>670 782 860 806</box>
answer-line: 17.ತರಕರ <box>990 1818 1021 1829</box>
crossword-cell <box>787 1851 818 1884</box>
score-cell <box>719 395 836 408</box>
usa-bowling-title: ಬೌಲಿಂಗ್ ವಿವರ <box>672 696 724 708</box>
score-cell: ನಿತೀಶ್ <box>672 330 692 341</box>
ktk-score-2: ಕರುಣ್ 76, ಕೃಷ್ಣನ್ 54, ದರ್ಶನ್ 48/5 <box>1106 398 1241 409</box>
sidebar-title-4: ಆರ್‌ಸಿಬಿಗೆ ಗ್ರೇಸ್ ಪಾಯಿಂಟ್: <box>30 880 119 890</box>
rcb-photo <box>964 1032 1114 1152</box>
score-cell: 0 <box>852 290 858 301</box>
score-cell: ಸಿ ಕುಂದು ಬಿ ಅಂಬ್ರೀಶ್ <box>720 303 783 314</box>
down-clue: 9.ಚಿತ್ರಕಲೆ (3) <box>1106 1854 1150 1865</box>
score-cell: ಹೆನಿಲ್ <box>672 451 692 462</box>
bangla-body-2 <box>524 1104 760 1318</box>
